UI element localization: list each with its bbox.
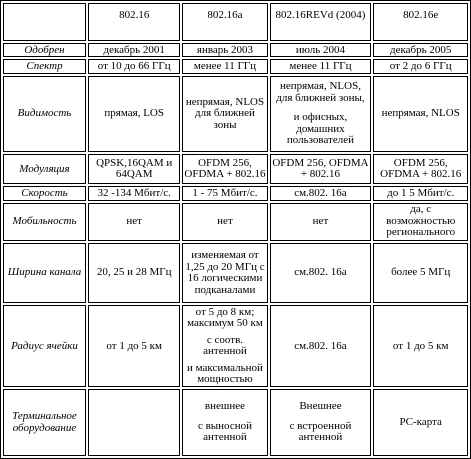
cell-spectrum-802-16revd: менее 11 ГГц: [270, 59, 372, 73]
cell-speed-802-16: 32 -134 Мбит/с.: [88, 186, 180, 200]
radius-16a-line-1: от 5 до 8 км; максимум 50 км: [187, 305, 263, 330]
cell-mobility-802-16a: нет: [182, 203, 267, 241]
row-label-approved: Одобрен: [3, 43, 86, 57]
row-label-speed: Скорость: [3, 186, 86, 200]
header-cell-empty: [3, 3, 86, 41]
cell-mobility-802-16: нет: [88, 203, 180, 241]
cell-visibility-802-16e: непрямая, NLOS: [373, 76, 468, 153]
terminal-16a-line-1: внешнее: [204, 400, 246, 413]
header-cell-802-16e: 802.16e: [373, 3, 468, 41]
cell-modulation-802-16: QPSK,16QAM и 64QAM: [88, 154, 180, 184]
cell-speed-802-16e: до 1 5 Мбит/с.: [373, 186, 468, 200]
cell-spectrum-802-16: от 10 до 66 ГГц: [88, 59, 180, 73]
table-row-mobility: [3, 203, 468, 241]
visibility-revd-line-2: и офисных, домашних пользователей: [286, 111, 355, 147]
cell-bandwidth-802-16revd: см.802. 16а: [270, 243, 372, 304]
header-cell-802-16a: 802.16a: [182, 3, 267, 41]
table-row-visibility: [3, 76, 468, 153]
cell-modulation-802-16e: OFDM 256, OFDMA + 802.16: [373, 154, 468, 184]
cell-spectrum-802-16e: от 2 до 6 ГГц: [373, 59, 468, 73]
row-label-terminal: Терминальное оборудование: [3, 389, 86, 456]
cell-terminal-802-16a: [182, 389, 267, 456]
radius-16a-line-3: и максимальной мощностью: [187, 361, 263, 386]
table-row-radius: [3, 305, 468, 387]
header-cell-802-16: 802.16: [88, 3, 180, 41]
row-label-radius: Радиус ячейки: [3, 305, 86, 387]
row-label-modulation: Модуляция: [3, 154, 86, 184]
cell-visibility-802-16revd: [270, 76, 372, 153]
row-label-mobility: Мобильность: [3, 203, 86, 241]
terminal-revd-line-2: с встроенной антенной: [289, 419, 352, 444]
cell-bandwidth-802-16e: более 5 МГц: [373, 243, 468, 304]
table-row-speed: [3, 186, 468, 200]
cell-bandwidth-802-16: 20, 25 и 28 МГц: [88, 243, 180, 304]
terminal-16a-line-2: с выносной антенной: [197, 419, 252, 444]
cell-mobility-802-16e: да, с возможностью регионального: [373, 203, 468, 241]
row-label-visibility: Видимость: [3, 76, 86, 153]
wimax-standards-table: [1, 1, 470, 458]
cell-radius-802-16e: от 1 до 5 км: [373, 305, 468, 387]
cell-approved-802-16: декабрь 2001: [88, 43, 180, 57]
table-row-terminal: [3, 389, 468, 456]
cell-mobility-802-16revd: нет: [270, 203, 372, 241]
table-row-bandwidth: [3, 243, 468, 304]
header-cell-802-16revd: 802.16REVd (2004): [270, 3, 372, 41]
table-header-row: [3, 3, 468, 41]
row-label-spectrum: Спектр: [3, 59, 86, 73]
visibility-revd-line-1: непрямая, NLOS, для ближней зоны,: [276, 79, 365, 104]
cell-modulation-802-16a: OFDM 256, OFDMA + 802.16: [182, 154, 267, 184]
cell-radius-802-16a: [182, 305, 267, 387]
cell-approved-802-16a: январь 2003: [182, 43, 267, 57]
cell-approved-802-16revd: июль 2004: [270, 43, 372, 57]
terminal-revd-line-1: Внешнее: [299, 400, 342, 413]
cell-radius-802-16: от 1 до 5 км: [88, 305, 180, 387]
cell-visibility-802-16: прямая, LOS: [88, 76, 180, 153]
cell-spectrum-802-16a: менее 11 ГГц: [182, 59, 267, 73]
cell-terminal-802-16e: PC-карта: [373, 389, 468, 456]
row-label-bandwidth: Ширина канала: [3, 243, 86, 304]
table-row-modulation: [3, 154, 468, 184]
cell-approved-802-16e: декабрь 2005: [373, 43, 468, 57]
cell-modulation-802-16revd: OFDM 256, OFDMA + 802.16: [270, 154, 372, 184]
cell-speed-802-16revd: см.802. 16а: [270, 186, 372, 200]
radius-16a-line-2: с соотв. антенной: [203, 333, 247, 358]
table-row-approved: [3, 43, 468, 57]
cell-radius-802-16revd: см.802. 16а: [270, 305, 372, 387]
cell-terminal-802-16revd: [270, 389, 372, 456]
cell-bandwidth-802-16a: изменяемая от 1,25 до 20 МГц с 16 логическими подканалами: [182, 243, 267, 304]
table-row-spectrum: [3, 59, 468, 73]
cell-terminal-802-16: [88, 389, 180, 456]
cell-visibility-802-16a: непрямая, NLOS для ближней зоны: [182, 76, 267, 153]
cell-speed-802-16a: 1 - 75 Мбит/с.: [182, 186, 267, 200]
